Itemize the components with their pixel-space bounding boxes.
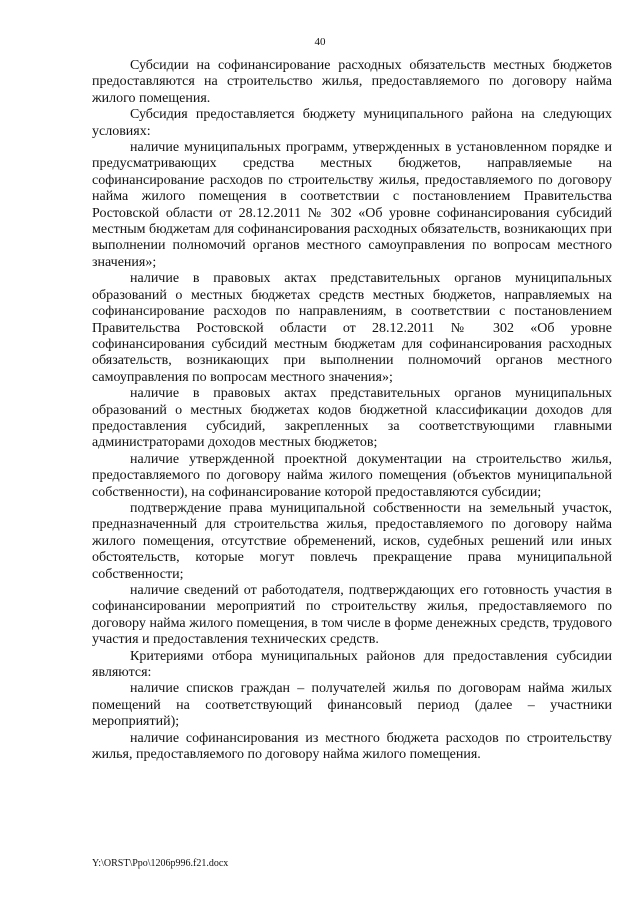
paragraph: наличие сведений от работодателя, подтверждающих его готовность участия в софинансировании мероприятий по строительству жилья, предоставляемого по договору найма жилого помещения, в том числе в форме денежных средств, трудового участия и предоставления технических средств.	[92, 583, 612, 648]
paragraph: Субсидия предоставляется бюджету муниципального района на следующих условиях:	[92, 107, 612, 139]
paragraph: наличие утвержденной проектной документации на строительство жилья, предоставляемого по договору найма жилого помещения (объектов муниципальной собственности), на софинансирование которой предоставляются субсидии;	[92, 451, 612, 500]
paragraph: Субсидии на софинансирование расходных обязательств местных бюджетов предоставляются на строительство жилья, предоставляемого по договору найма жилого помещения.	[92, 58, 612, 106]
paragraph: наличие в правовых актах представительных органов муниципальных образований о местных бюджетах кодов бюджетной классификации доходов для предоставления субсидий, закрепленных за соответствующими главными администраторами доходов местных бюджетов;	[92, 386, 612, 451]
paragraph: подтверждение права муниципальной собственности на земельный участок, предназначенный для строительства жилья, предоставляемого по договору найма жилого помещения, отсутствие обременений, исков, судебных решений или иных обстоятельств, которые могут повлечь прекращение права муниципальной собственности;	[92, 500, 612, 582]
paragraph: Критериями отбора муниципальных районов для предоставления субсидии являются:	[92, 648, 612, 681]
page-number: 40	[314, 36, 326, 48]
paragraph: наличие в правовых актах представительных органов муниципальных образований о местных бюджетах средств местных бюджетов, направляемых на софинансирование расходов по направлениям, в соответствии с постановлением Правительства Ростовской области от 28.12.2011 № 302 «Об уровне софинансирования субсидий местным бюджетам для софинансирования расходных обязательств, возникающих при выполнении полномочий органов местного самоуправления по вопросам местного значения»;	[92, 271, 612, 385]
document-body	[92, 58, 612, 763]
paragraph: наличие софинансирования из местного бюджета расходов по строительству жилья, предоставляемого по договору найма жилого помещения.	[92, 730, 612, 763]
footer-file-path: Y:\ORST\Ppo\1206p996.f21.docx	[92, 858, 229, 869]
paragraph: наличие муниципальных программ, утвержденных в установленном порядке и предусматривающих средства местных бюджетов, направляемые на софинансирование расходов по строительству жилья, предоставляемого по договору найма жилого помещения в соответствии с постановлением Правительства Ростовской области от 28.12.2011 № 302 «Об уровне софинансирования субсидий местным бюджетам для софинансирования расходных обязательств, возникающих при выполнении полномочий органов местного самоуправления по вопросам местного значения»;	[92, 140, 612, 270]
paragraph: наличие списков граждан – получателей жилья по договорам найма жилых помещений на соответствующий финансовый период (далее – участники мероприятий);	[92, 681, 612, 730]
